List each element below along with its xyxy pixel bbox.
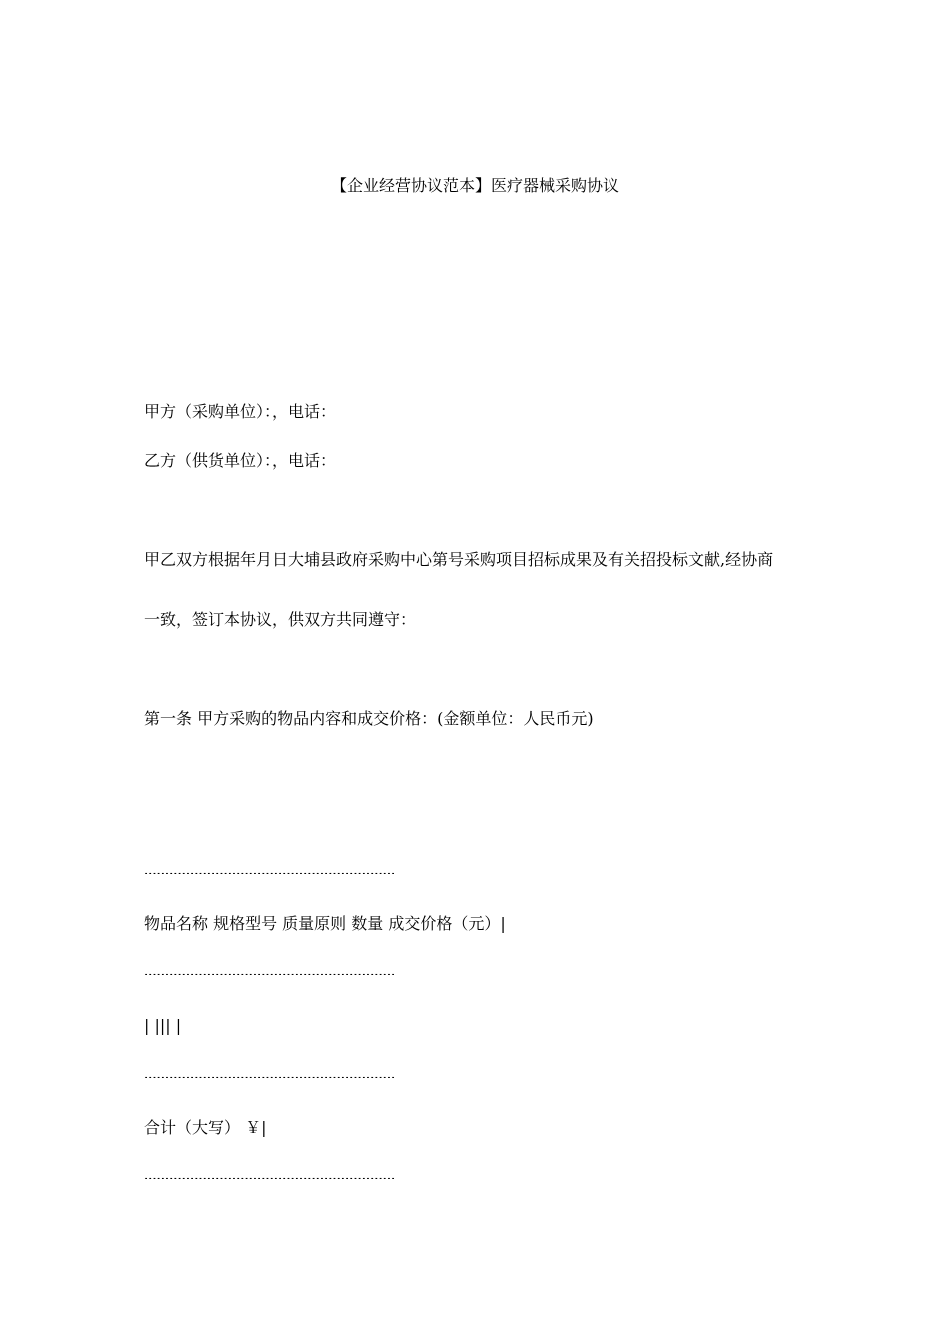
preamble-line-2: 一致，签订本协议，供双方共同遵守： bbox=[144, 610, 417, 629]
party-b-line: 乙方（供货单位）：，电话： bbox=[144, 451, 337, 470]
table-rule-body: ------------------------------------------------------------ bbox=[144, 1070, 396, 1085]
document-title: 【企业经营协议范本】医疗器械采购协议 bbox=[330, 176, 619, 195]
table-rule-top: ------------------------------------------------------------ bbox=[144, 866, 396, 881]
party-a-line: 甲方（采购单位）：，电话： bbox=[144, 402, 337, 421]
table-total-row: 合计（大写） ￥| bbox=[144, 1118, 267, 1137]
table-header-row: 物品名称 规格型号 质量原则 数量 成交价格（元）| bbox=[144, 914, 506, 933]
table-empty-row: | ||| | bbox=[144, 1016, 182, 1035]
table-rule-header: ------------------------------------------------------------ bbox=[144, 967, 396, 982]
table-rule-bottom: ------------------------------------------------------------ bbox=[144, 1171, 396, 1186]
article-1-heading: 第一条 甲方采购的物品内容和成交价格：(金额单位：人民币元) bbox=[144, 709, 594, 728]
preamble-line-1: 甲乙双方根据年月日大埔县政府采购中心第号采购项目招标成果及有关招投标文献,经协商 bbox=[144, 550, 774, 569]
